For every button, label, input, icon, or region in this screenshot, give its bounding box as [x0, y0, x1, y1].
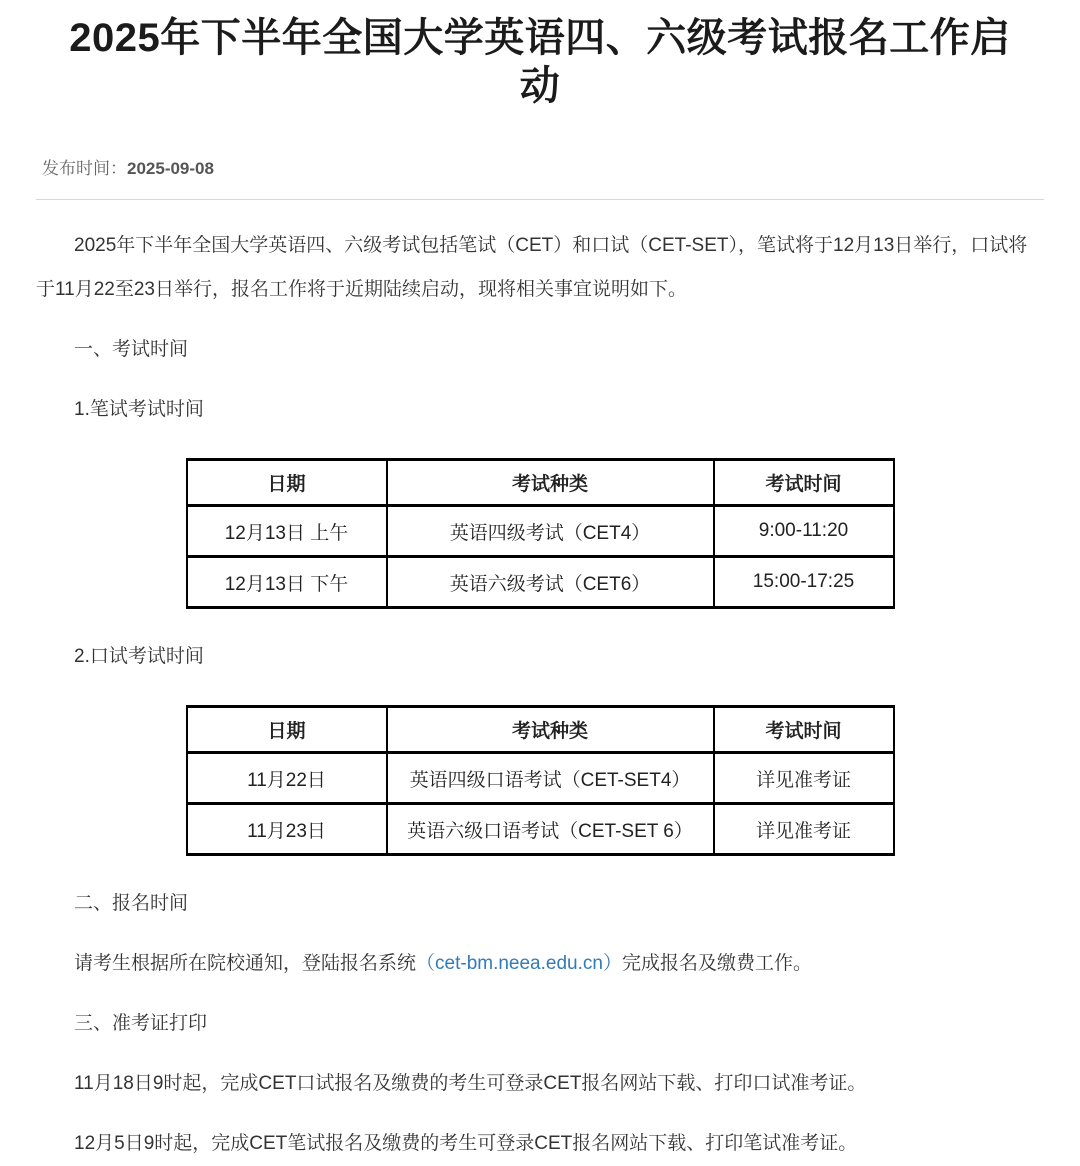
table-row — [187, 753, 894, 804]
registration-text-before: 请考生根据所在院校通知，登陆报名系统 — [74, 953, 417, 974]
table-header-cell: 考试种类 — [387, 707, 714, 753]
table-row — [187, 506, 894, 557]
table-cell: 详见准考证 — [714, 753, 894, 804]
table-header-row — [187, 460, 894, 506]
table-header-cell: 考试种类 — [387, 460, 714, 506]
article-page — [0, 14, 1080, 1154]
registration-site-link[interactable]: （cet-bm.neea.edu.cn） — [416, 953, 622, 974]
table-cell: 英语四级考试（CET4） — [387, 506, 714, 557]
table-header-cell: 日期 — [187, 707, 387, 753]
table-header-cell: 日期 — [187, 460, 387, 506]
table-cell: 12月13日 上午 — [187, 506, 387, 557]
registration-text-after: 完成报名及缴费工作。 — [621, 953, 812, 974]
table-cell: 9:00-11:20 — [714, 506, 894, 557]
table-cell: 11月22日 — [187, 753, 387, 804]
subheading-oral-exam-time: 2.口试考试时间 — [74, 646, 204, 667]
table-cell: 英语四级口语考试（CET-SET4） — [387, 753, 714, 804]
registration-paragraph — [36, 942, 1044, 986]
table-cell: 11月23日 — [187, 804, 387, 855]
table-cell: 英语六级考试（CET6） — [387, 557, 714, 608]
table-row — [187, 804, 894, 855]
page-title: 2025年下半年全国大学英语四、六级考试报名工作启动 — [69, 16, 1011, 108]
table-row — [187, 557, 894, 608]
table-cell: 15:00-17:25 — [714, 557, 894, 608]
publish-date-label: 发布时间： — [42, 159, 127, 178]
table-header-cell: 考试时间 — [714, 460, 894, 506]
section-heading-registration: 二、报名时间 — [74, 893, 189, 914]
intro-paragraph: 2025年下半年全国大学英语四、六级考试包括笔试（CET）和口试（CET-SET），笔试将于12月13日举行，口试将于11月22至23日举行，报名工作将于近期陆续启动，现将相关事宜说明如下。 — [36, 235, 1028, 300]
subheading-written-exam-time: 1.笔试考试时间 — [74, 399, 204, 420]
admission-written-paragraph: 12月5日9时起，完成CET笔试报名及缴费的考生可登录CET报名网站下载、打印笔试准考证。 — [74, 1133, 858, 1154]
section-heading-admission-ticket: 三、准考证打印 — [74, 1013, 208, 1034]
table-header-row — [187, 707, 894, 753]
publish-date-value: 2025-09-08 — [127, 159, 214, 178]
section-heading-exam-time: 一、考试时间 — [74, 339, 189, 360]
written-exam-table — [186, 458, 895, 609]
table-cell: 英语六级口语考试（CET-SET 6） — [387, 804, 714, 855]
table-header-cell: 考试时间 — [714, 707, 894, 753]
table-cell: 详见准考证 — [714, 804, 894, 855]
admission-oral-paragraph: 11月18日9时起，完成CET口试报名及缴费的考生可登录CET报名网站下载、打印口试准考证。 — [74, 1073, 867, 1094]
oral-exam-table — [186, 705, 895, 856]
table-cell: 12月13日 下午 — [187, 557, 387, 608]
publish-meta-bar — [36, 154, 1044, 200]
